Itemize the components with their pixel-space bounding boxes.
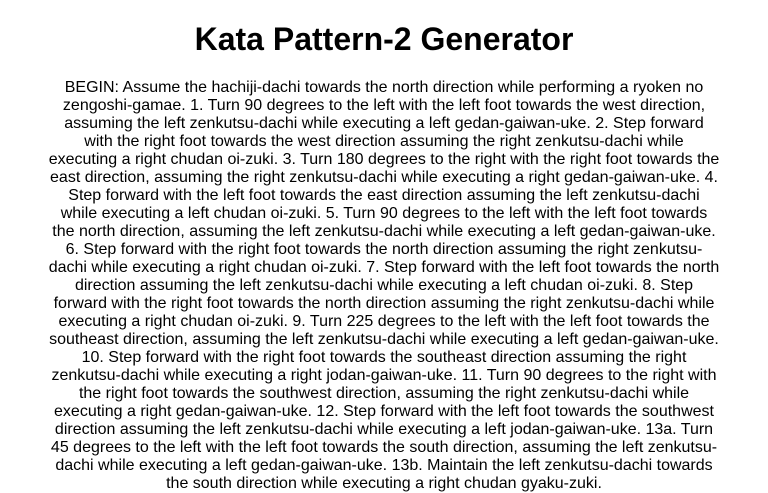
kata-description: BEGIN: Assume the hachiji-dachi towards the north direction while performing a ryoken no zengoshi-gamae. 1. Turn 90 degrees to the left with the left foot towards the west direction, assuming the left zenkutsu-dachi while executing a left gedan-gaiwan-uke. 2. Step forward with the right foot towards the west direction assuming the right zenkutsu-dachi while executing a right chudan oi-zuki. 3. Turn 180 degrees to the right with the right foot towards the east direction, assuming the right zenkutsu-dachi while executing a right gedan-gaiwan-uke. 4. Step forward with the left foot towards the east direction assuming the left zenkutsu-dachi while executing a left chudan oi-zuki. 5. Turn 90 degrees to the left with the left foot towards the north direction, assuming the left zenkutsu-dachi while executing a left gedan-gaiwan-uke. 6. Step forward with the right foot towards the north direction assuming the right zenkutsu-dachi while executing a right chudan oi-zuki. 7. Step forward with the left foot towards the north direction assuming the left zenkutsu-dachi while executing a left chudan oi-zuki. 8. Step forward with the right foot towards the north direction assuming the right zenkutsu-dachi while executing a right chudan oi-zuki. 9. Turn 225 degrees to the left with the left foot towards the southeast direction, assuming the left zenkutsu-dachi while executing a left gedan-gaiwan-uke. 10. Step forward with the right foot towards the southeast direction assuming the right zenkutsu-dachi while executing a right jodan-gaiwan-uke. 11. Turn 90 degrees to the right with the right foot towards the southwest direction, assuming the right zenkutsu-dachi while executing a right gedan-gaiwan-uke. 12. Step forward with the left foot towards the southwest direction assuming the left zenkutsu-dachi while executing a left jodan-gaiwan-uke. 13a. Turn 45 degrees to the left with the left foot towards the south direction, assuming the left zenkutsu-dachi while executing a left gedan-gaiwan-uke. 13b. Maintain the left zenkutsu-dachi towards the south direction while executing a right chudan gyaku-zuki. <box>48 79 720 492</box>
page-title: Kata Pattern-2 Generator <box>194 21 574 57</box>
